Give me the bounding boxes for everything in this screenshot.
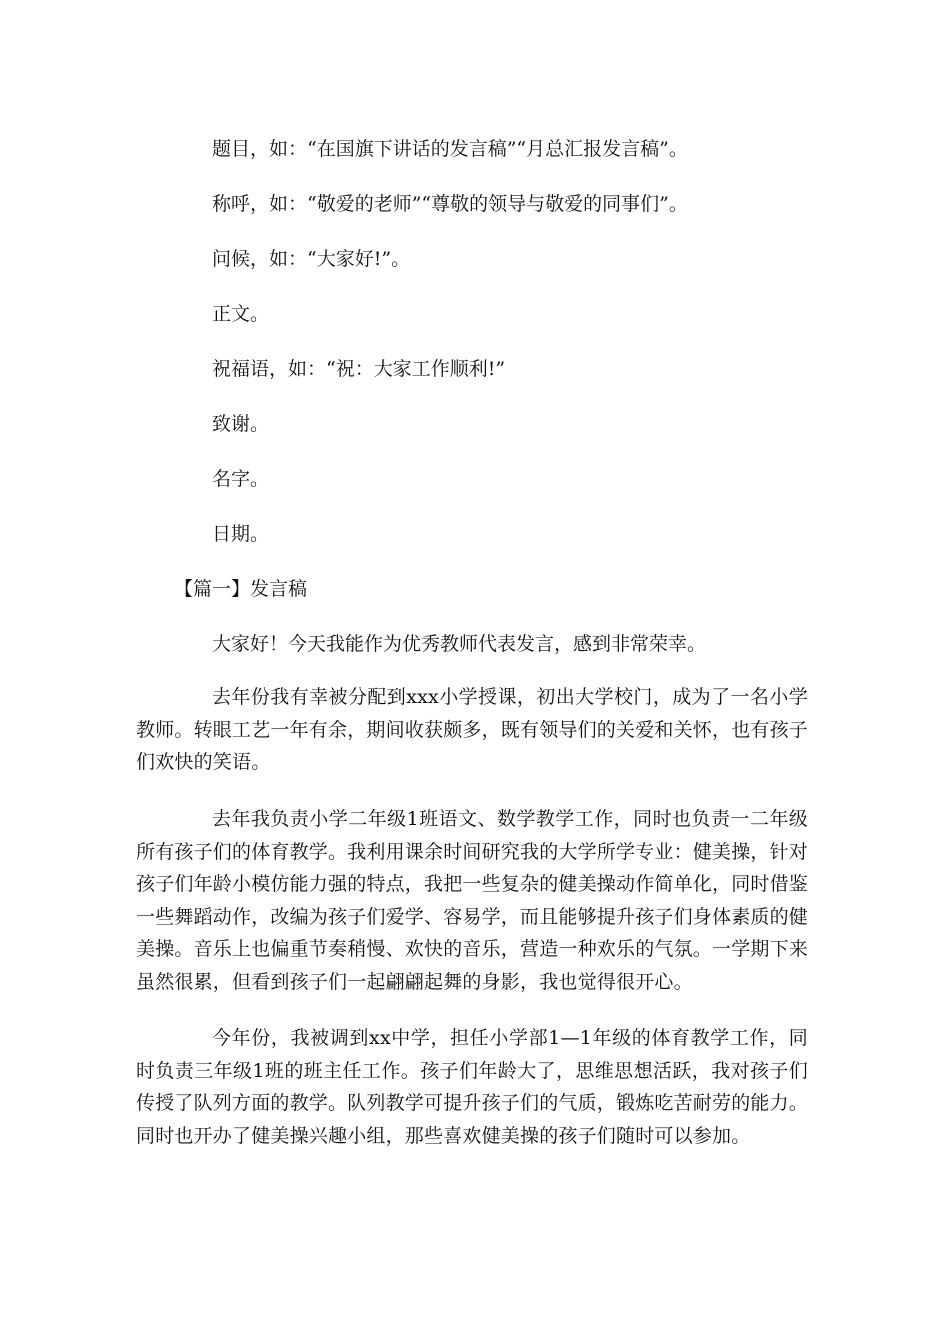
structure-item-title: 题目，如：“在国旗下讲话的发言稿”“月总汇报发言稿”。 bbox=[212, 138, 688, 160]
structure-item-date: 日期。 bbox=[212, 523, 270, 545]
paragraph-last-year: 去年我负责小学二年级1班语文、数学教学工作，同时也负责一二年级所有孩子们的体育教学。我利用课余时间研究我的大学所学专业：健美操，针对孩子们年龄小模仿能力强的特点，我把一些复杂的健美操动作简单化，同时借鉴一些舞蹈动作，改编为孩子们爱学、容易学，而且能够提升孩子们身体素质的健美操。音乐上也偏重节奏稍慢、欢快的音乐，营造一种欢乐的气氛。一学期下来虽然很累，但看到孩子们一起翩翩起舞的身影，我也觉得很开心。 bbox=[136, 808, 809, 993]
structure-item-thanks: 致谢。 bbox=[212, 413, 270, 435]
structure-item-blessing: 祝福语，如：“祝：大家工作顺利!” bbox=[212, 358, 506, 380]
paragraph-opening: 大家好！今天我能作为优秀教师代表发言，感到非常荣幸。 bbox=[212, 633, 707, 655]
structure-item-salutation: 称呼，如：“敬爱的老师”“尊敬的领导与敬爱的同事们”。 bbox=[212, 193, 688, 215]
structure-item-name: 名字。 bbox=[212, 468, 270, 490]
structure-item-greeting: 问候，如：“大家好!”。 bbox=[212, 248, 411, 270]
paragraph-assignment: 去年份我有幸被分配到xxx小学授课，初出大学校门，成为了一名小学教师。转眼工艺一年有余，期间收获颇多，既有领导们的关爱和关怀，也有孩子们欢快的笑语。 bbox=[136, 686, 809, 773]
paragraph-this-year: 今年份，我被调到xx中学，担任小学部1—1年级的体育教学工作，同时负责三年级1班的班主任工作。孩子们年龄大了，思维思想活跃，我对孩子们传授了队列方面的教学。队列教学可提升孩子们的气质，锻炼吃苦耐劳的能力。同时也开办了健美操兴趣小组，那些喜欢健美操的孩子们随时可以参加。 bbox=[136, 1027, 809, 1147]
section-heading: 【篇一】发言稿 bbox=[174, 578, 308, 600]
structure-item-body: 正文。 bbox=[212, 303, 270, 325]
